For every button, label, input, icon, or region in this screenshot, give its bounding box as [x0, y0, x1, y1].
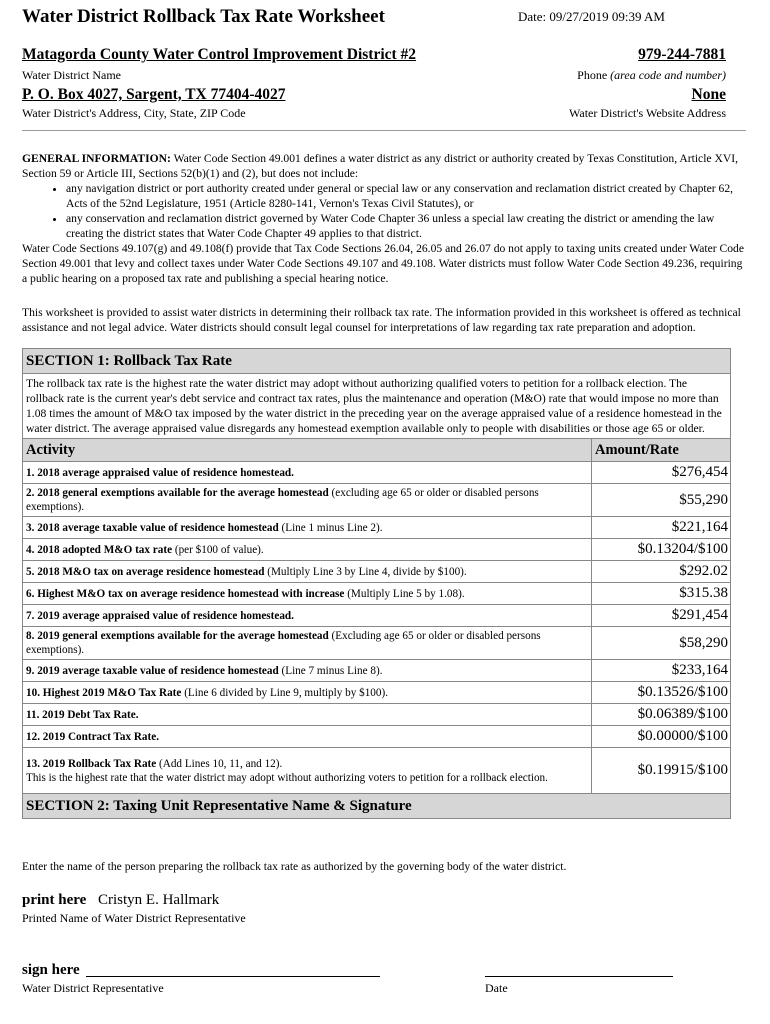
activity-cell: 13. 2019 Rollback Tax Rate (Add Lines 10, 11, and 12). This is the highest rate that the water district may adopt without authorizing voters to petition for a rollback election.: [23, 748, 592, 794]
amount-cell: $276,454: [592, 462, 731, 484]
activity-cell: 1. 2018 average appraised value of residence homestead.: [23, 462, 592, 484]
activity-cell: 8. 2019 general exemptions available for the average homestead (Excluding age 65 or older or disabled persons exemptions).: [23, 627, 592, 660]
district-address: P. O. Box 4027, Sargent, TX 77404-4027: [22, 86, 286, 103]
district-website: None: [691, 86, 726, 103]
activity-cell: 6. Highest M&O tax on average residence homestead with increase (Multiply Line 5 by 1.08).: [23, 583, 592, 605]
sign-here-label: sign here: [22, 962, 80, 978]
printed-name-caption: Printed Name of Water District Representative: [22, 911, 246, 925]
signature-line[interactable]: [86, 976, 380, 977]
table-row: [23, 539, 731, 561]
activity-cell: 9. 2019 average taxable value of residence homestead (Line 7 minus Line 8).: [23, 660, 592, 682]
amount-cell: $0.06389/$100: [592, 704, 731, 726]
activity-cell: 12. 2019 Contract Tax Rate.: [23, 726, 592, 748]
general-intro: Water Code Section 49.001 defines a water district as any district or authority created by Texas Constitution, Article XVI, Section 59 or Article III, Sections 52(b)(1) and (2), but does not include:: [22, 152, 738, 180]
worksheet-date: Date: 09/27/2019 09:39 AM: [518, 9, 665, 24]
amount-column-header: Amount/Rate: [592, 439, 731, 462]
section1-title: SECTION 1: Rollback Tax Rate: [23, 349, 731, 374]
table-row: [23, 660, 731, 682]
table-row: [23, 704, 731, 726]
section2-note: Enter the name of the person preparing the rollback tax rate as authorized by the governing body of the water district.: [22, 860, 567, 873]
amount-cell: $0.00000/$100: [592, 726, 731, 748]
phone-label: Phone (area code and number): [577, 68, 726, 82]
section1-description: The rollback tax rate is the highest rate the water district may adopt without authorizing qualified voters to petition for a rollback election. The rollback rate is the current year's debt service and contract tax rates, plus the maintenance and operation (M&O) rate that would impose no more than 1.08 times the amount of M&O tax imposed by the water district in the preceding year on the average appraised value of a residence homestead in the water district. The average appraised value disregards any homestead exemption available only to people with disabilities or those age 65 or older.: [23, 374, 731, 439]
table-row: [23, 748, 731, 794]
amount-cell: $0.13204/$100: [592, 539, 731, 561]
print-here-label: print here: [22, 892, 87, 908]
table-row: [23, 682, 731, 704]
general-bullet: • any conservation and reclamation district governed by Water Code Chapter 36 unless a special law creating the district or amending the law creating the district states that Water Code Chapter 49 applies to that district.: [66, 211, 748, 241]
district-name: Matagorda County Water Control Improvement District #2: [22, 46, 417, 63]
disclaimer: This worksheet is provided to assist water districts in determining their rollback tax rate. The information provided in this worksheet is offered as technical assistance and not legal advice. Water districts should consult legal counsel for interpretations of law regarding tax rate preparation and adoption.: [22, 306, 741, 334]
table-row: [23, 627, 731, 660]
activity-cell: 4. 2018 adopted M&O tax rate (per $100 of value).: [23, 539, 592, 561]
address-label: Water District's Address, City, State, ZIP Code: [22, 106, 246, 120]
general-lead: GENERAL INFORMATION:: [22, 152, 171, 165]
worksheet-title: Water District Rollback Tax Rate Worksheet: [22, 6, 385, 27]
activity-cell: 2. 2018 general exemptions available for the average homestead (excluding age 65 or older or disabled persons exemptions).: [23, 484, 592, 517]
amount-cell: $0.19915/$100: [592, 748, 731, 794]
activity-cell: 7. 2019 average appraised value of residence homestead.: [23, 605, 592, 627]
table-row: [23, 517, 731, 539]
table-row: [23, 484, 731, 517]
amount-cell: $55,290: [592, 484, 731, 517]
date-line[interactable]: [485, 976, 673, 977]
table-row: [23, 605, 731, 627]
table-row: [23, 726, 731, 748]
general-information: [22, 151, 748, 286]
amount-cell: $291,454: [592, 605, 731, 627]
amount-cell: $58,290: [592, 627, 731, 660]
table-row: [23, 561, 731, 583]
activity-cell: 10. Highest 2019 M&O Tax Rate (Line 6 divided by Line 9, multiply by $100).: [23, 682, 592, 704]
activity-cell: 11. 2019 Debt Tax Rate.: [23, 704, 592, 726]
rollback-worksheet-table: [22, 348, 731, 819]
section2-title: SECTION 2: Taxing Unit Representative Name & Signature: [23, 794, 731, 819]
activity-cell: 3. 2018 average taxable value of residence homestead (Line 1 minus Line 2).: [23, 517, 592, 539]
amount-cell: $315.38: [592, 583, 731, 605]
printed-name-value: Cristyn E. Hallmark: [98, 892, 220, 908]
table-row: [23, 583, 731, 605]
amount-cell: $292.02: [592, 561, 731, 583]
table-row: [23, 462, 731, 484]
date-caption: Date: [485, 981, 508, 995]
signature-caption: Water District Representative: [22, 981, 164, 995]
district-phone: 979-244-7881: [638, 46, 726, 63]
district-name-label: Water District Name: [22, 68, 121, 82]
amount-cell: $221,164: [592, 517, 731, 539]
amount-cell: $0.13526/$100: [592, 682, 731, 704]
website-label: Water District's Website Address: [569, 106, 726, 120]
general-after: Water Code Sections 49.107(g) and 49.108(f) provide that Tax Code Sections 26.04, 26.05 and 26.07 do not apply to taxing units created under Water Code Section 49.001 that levy and collect taxes under Water Code Sections 49.107 and 49.108. Water districts must follow Water Code Section 49.236, requiring a public hearing on a proposed tax rate and publishing a special hearing notice.: [22, 242, 744, 285]
general-bullet: • any navigation district or port authority created under general or special law or any conservation and reclamation district created by Chapter 62, Acts of the 52nd Legislature, 1951 (Article 8280-141, Vernon's Texas Civil Statutes), or: [66, 181, 748, 211]
activity-cell: 5. 2018 M&O tax on average residence homestead (Multiply Line 3 by Line 4, divide by $100).: [23, 561, 592, 583]
activity-column-header: Activity: [23, 439, 592, 462]
divider: [22, 130, 746, 131]
amount-cell: $233,164: [592, 660, 731, 682]
